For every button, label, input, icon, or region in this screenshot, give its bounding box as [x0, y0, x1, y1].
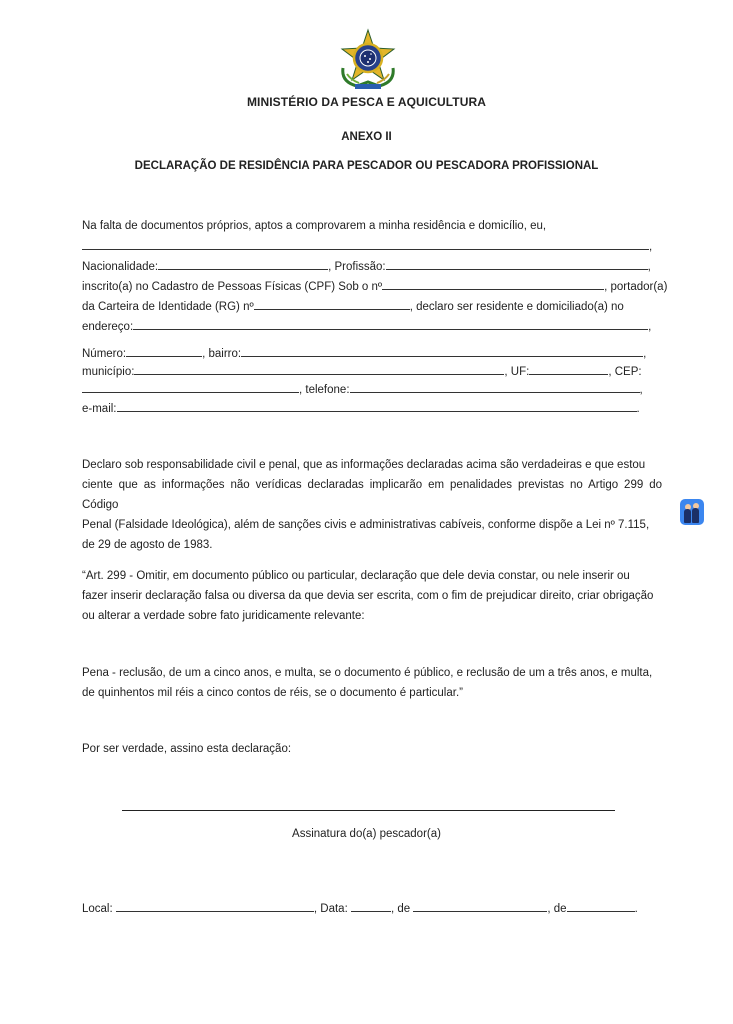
- day-field[interactable]: [351, 900, 391, 912]
- article-quote: “Art. 299 - Omitir, em documento público ou particular, declaração que dele devia constar, ou nele inserir ou fazer inserir declaração falsa ou diversa da que devia ser escrita, com o fim de prejudicar direito, criar obrigação ou alterar a verdade sobre fato juridicamente relevante:: [82, 570, 654, 622]
- place-date-line: Local: , Data: , de , de .: [82, 900, 638, 916]
- penalty-paragraph: Pena - reclusão, de um a cinco anos, e multa, se o documento é público, e reclusão de um a três anos, e multa, de quinhentos mil réis a cinco contos de réis, se o documento é particular.”: [82, 667, 653, 699]
- intro-text: Na falta de documentos próprios, aptos a comprovarem a minha residência e domicílio, eu,: [82, 220, 547, 232]
- people-assistant-icon[interactable]: [680, 499, 704, 525]
- name-field[interactable]: [82, 238, 649, 250]
- form-line-number: Número: , bairro: ,: [82, 345, 646, 361]
- email-field[interactable]: [117, 400, 637, 412]
- address-field[interactable]: [133, 318, 648, 330]
- uf-field[interactable]: [529, 363, 608, 375]
- signature-line[interactable]: [122, 810, 615, 811]
- brazil-coat-of-arms-icon: [337, 28, 399, 92]
- number-field[interactable]: [126, 345, 202, 357]
- district-field[interactable]: [241, 345, 643, 357]
- profession-field[interactable]: [386, 258, 648, 270]
- closing-statement: Por ser verdade, assino esta declaração:: [82, 743, 292, 755]
- declaration-paragraph: Declaro sob responsabilidade civil e penal, que as informações declaradas acima são verdadeiras e que estou ciente que as informações não verídicas declaradas implicarão em penalidades previstas no Artigo 299 do Código Penal (Falsidade Ideológica), além de sanções civis e administrativas cabíveis, conforme dispõe a Lei nº 7.115, de 29 de agosto de 1983.: [82, 459, 662, 551]
- form-line-nationality: Nacionalidade: , Profissão: ,: [82, 258, 651, 274]
- rg-field[interactable]: [254, 298, 410, 310]
- form-line-name: ,: [82, 238, 652, 254]
- form-line-city: município: , UF: , CEP:: [82, 363, 642, 379]
- signature-label: Assinatura do(a) pescador(a): [292, 828, 441, 840]
- phone-field[interactable]: [350, 381, 640, 393]
- ministry-name: MINISTÉRIO DA PESCA E AQUICULTURA: [246, 95, 487, 109]
- form-line-cpf: inscrito(a) no Cadastro de Pessoas Físicas (CPF) Sob o nº , portador(a): [82, 278, 667, 294]
- nationality-field[interactable]: [158, 258, 328, 270]
- document-title: DECLARAÇÃO DE RESIDÊNCIA PARA PESCADOR OU PESCADORA PROFISSIONAL: [134, 160, 599, 172]
- local-field[interactable]: [116, 900, 314, 912]
- form-line-email: e-mail: .: [82, 400, 640, 416]
- form-line-phone: , telefone: ,: [82, 381, 643, 397]
- city-field[interactable]: [134, 363, 504, 375]
- month-field[interactable]: [413, 900, 547, 912]
- form-line-rg: da Carteira de Identidade (RG) nº , declaro ser residente e domiciliado(a) no: [82, 298, 624, 314]
- annex-label: ANEXO II: [341, 131, 392, 143]
- cep-field[interactable]: [82, 381, 299, 393]
- form-line-address: endereço: ,: [82, 318, 651, 334]
- year-field[interactable]: [567, 900, 635, 912]
- cpf-field[interactable]: [382, 278, 604, 290]
